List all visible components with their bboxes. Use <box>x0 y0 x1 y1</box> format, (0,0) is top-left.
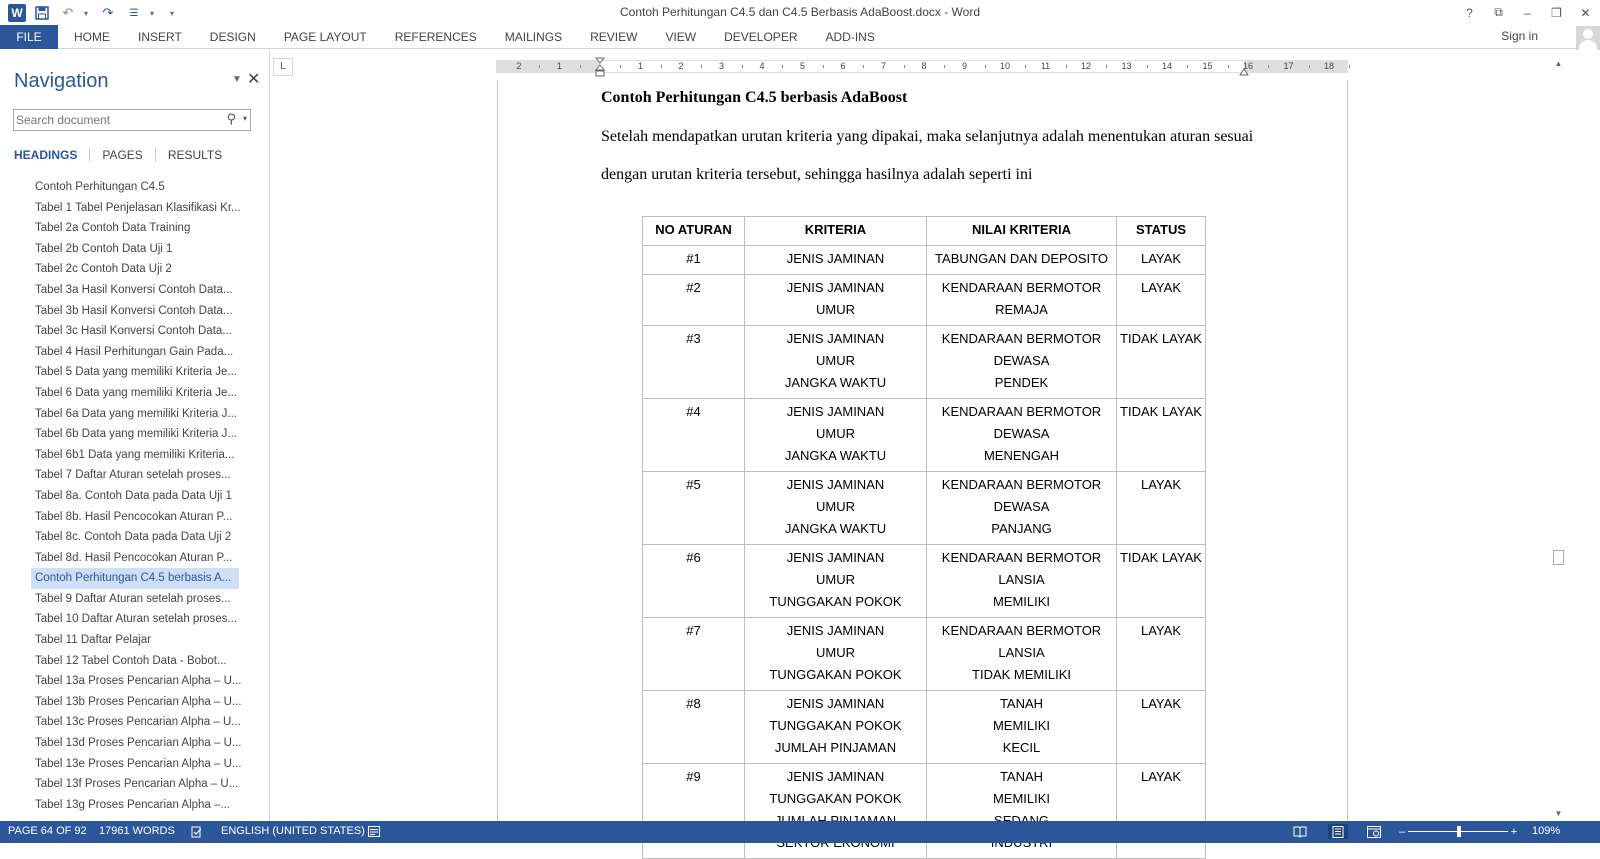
cell-status: TIDAK LAYAK <box>1117 545 1206 618</box>
kriteria-line: JANGKA WAKTU <box>784 375 887 390</box>
tab-insert[interactable]: INSERT <box>138 30 182 44</box>
cell-nilai-kriteria <box>927 691 1117 764</box>
kriteria-line: UMUR <box>816 645 855 660</box>
heading-item[interactable]: Tabel 9 Daftar Aturan setelah proses... <box>35 592 231 605</box>
tab-headings[interactable]: HEADINGS <box>14 148 90 162</box>
sign-in-link[interactable]: Sign in <box>1501 29 1538 43</box>
document-area <box>271 50 1550 821</box>
kriteria-line: UMUR <box>816 499 855 514</box>
tab-mailings[interactable]: MAILINGS <box>504 30 563 44</box>
nilai-line: LANSIA <box>998 645 1045 660</box>
kriteria-line: JANGKA WAKTU <box>784 521 887 536</box>
minimize-icon[interactable]: – <box>1524 5 1531 20</box>
table-row <box>643 545 1206 618</box>
ruler-number: 14 <box>1161 61 1172 71</box>
numbering-dropdown-icon[interactable]: ▾ <box>150 8 155 18</box>
kriteria-line: JENIS JAMINAN <box>786 696 885 711</box>
ruler-number: 6 <box>840 61 846 71</box>
nilai-line: KENDARAAN BERMOTOR <box>941 331 1102 346</box>
kriteria-line: TUNGGAKAN POKOK <box>769 667 902 682</box>
heading-item[interactable]: Tabel 4 Hasil Perhitungan Gain Pada... <box>35 345 234 358</box>
kriteria-line: UMUR <box>816 572 855 587</box>
header-status: STATUS <box>1117 217 1206 246</box>
nilai-line: PANJANG <box>991 521 1052 536</box>
cell-kriteria <box>745 545 927 618</box>
nilai-line: DEWASA <box>993 499 1050 514</box>
cell-nilai-kriteria <box>927 326 1117 399</box>
cell-no-aturan: #9 <box>643 764 745 859</box>
ruler-number: 18 <box>1323 61 1334 71</box>
cell-kriteria <box>745 399 927 472</box>
cell-status: LAYAK <box>1117 246 1206 275</box>
undo-icon[interactable]: ↶ <box>62 5 74 20</box>
tab-add-ins[interactable]: ADD-INS <box>825 30 875 44</box>
indent-marker-icon[interactable] <box>595 57 605 77</box>
header-nilai-kriteria: NILAI KRITERIA <box>927 217 1117 246</box>
cell-nilai-kriteria <box>927 545 1117 618</box>
nilai-line: PENDEK <box>994 375 1049 390</box>
window-title: Contoh Perhitungan C4.5 dan C4.5 Berbasis AdaBoost.docx - Word <box>620 5 980 19</box>
ribbon-tab-bar <box>0 25 1600 49</box>
tab-results[interactable]: RESULTS <box>167 148 223 162</box>
ruler-number: 3 <box>718 61 724 71</box>
cell-no-aturan: #8 <box>643 691 745 764</box>
tab-references[interactable]: REFERENCES <box>394 30 477 44</box>
cell-kriteria <box>745 691 927 764</box>
proofing-icon[interactable] <box>189 824 205 839</box>
nilai-line: KENDARAAN BERMOTOR <box>941 280 1102 295</box>
heading-item[interactable]: Tabel 6b Data yang memiliki Kriteria J... <box>35 428 237 441</box>
nilai-line: TABUNGAN DAN DEPOSITO <box>935 251 1108 266</box>
read-mode-icon[interactable] <box>1292 824 1308 839</box>
help-icon[interactable]: ? <box>1466 5 1473 20</box>
heading-item[interactable]: Tabel 3a Hasil Konversi Contoh Data... <box>35 283 233 296</box>
cell-nilai-kriteria <box>927 399 1117 472</box>
ruler-tick <box>1025 65 1026 68</box>
cell-no-aturan: #4 <box>643 399 745 472</box>
close-pane-icon[interactable]: ✕ <box>247 71 261 88</box>
ruler-number: 13 <box>1121 61 1132 71</box>
numbering-icon[interactable]: ☰ <box>129 7 139 19</box>
heading-item[interactable]: Tabel 13c Proses Pencarian Alpha – U... <box>35 716 241 729</box>
cell-status: LAYAK <box>1117 472 1206 545</box>
heading-item[interactable]: Tabel 6a Data yang memiliki Kriteria J... <box>35 407 237 420</box>
ruler-tick <box>1309 65 1310 68</box>
scroll-up-icon[interactable]: ▲ <box>1554 59 1563 68</box>
ruler-tick <box>539 65 540 68</box>
kriteria-line: JENIS JAMINAN <box>786 331 885 346</box>
web-layout-icon[interactable] <box>1366 824 1382 839</box>
heading-item[interactable]: Tabel 13d Proses Pencarian Alpha – U... <box>35 737 242 750</box>
window-controls <box>1455 0 1600 25</box>
ruler-number: 11 <box>1040 61 1051 71</box>
scroll-thumb[interactable] <box>1553 550 1564 565</box>
tab-selector[interactable]: L <box>273 58 293 76</box>
ruler-number: 16 <box>1242 61 1253 71</box>
cell-no-aturan: #2 <box>643 275 745 326</box>
cell-nilai-kriteria <box>927 472 1117 545</box>
kriteria-line: JENIS JAMINAN <box>786 477 885 492</box>
kriteria-line: JENIS JAMINAN <box>786 251 885 266</box>
ruler-number: 5 <box>799 61 805 71</box>
nilai-line: TANAH <box>999 696 1044 711</box>
heading-item[interactable]: Tabel 8b. Hasil Pencocokan Aturan P... <box>35 510 233 523</box>
ruler-tick <box>863 65 864 68</box>
nilai-line: MEMILIKI <box>992 791 1051 806</box>
navigation-subtabs <box>14 148 246 162</box>
tab-developer[interactable]: DEVELOPER <box>724 30 798 44</box>
cell-nilai-kriteria <box>927 246 1117 275</box>
heading-item[interactable]: Tabel 6 Data yang memiliki Kriteria Je... <box>35 386 237 399</box>
ruler-tick <box>1106 65 1107 68</box>
cell-nilai-kriteria <box>927 618 1117 691</box>
cell-status: LAYAK <box>1117 691 1206 764</box>
vertical-scrollbar[interactable] <box>1550 58 1567 821</box>
language-indicator[interactable]: ENGLISH (UNITED STATES) <box>221 825 365 837</box>
ruler-tick <box>620 65 621 68</box>
zoom-slider-thumb[interactable] <box>1457 826 1461 837</box>
heading-item[interactable]: Tabel 13f Proses Pencarian Alpha – U... <box>35 778 239 791</box>
cell-nilai-kriteria <box>927 764 1117 859</box>
ruler-number: 4 <box>759 61 765 71</box>
tab-home[interactable]: HOME <box>74 30 110 44</box>
heading-item[interactable]: Tabel 13g Proses Pencarian Alpha –... <box>35 798 230 811</box>
nilai-line: TANAH <box>999 769 1044 784</box>
ruler-tick <box>1147 65 1148 68</box>
cell-no-aturan: #3 <box>643 326 745 399</box>
search-icon[interactable]: ⚲ <box>226 111 236 126</box>
ruler-tick <box>944 65 945 68</box>
cell-status: LAYAK <box>1117 764 1206 859</box>
search-input[interactable] <box>16 112 216 128</box>
table-row <box>643 326 1206 399</box>
pane-options-icon[interactable]: ▼ <box>232 74 242 85</box>
cell-no-aturan: #7 <box>643 618 745 691</box>
search-box[interactable] <box>13 109 251 131</box>
ruler-tick <box>1268 65 1269 68</box>
ruler-number: 2 <box>678 61 684 71</box>
ruler-tick <box>1187 65 1188 68</box>
heading-item[interactable]: Tabel 10 Daftar Aturan setelah proses... <box>35 613 238 626</box>
nilai-line: MEMILIKI <box>992 594 1051 609</box>
ruler-tick <box>904 65 905 68</box>
ribbon-display-options-icon[interactable]: ⧉ <box>1494 5 1503 19</box>
ruler-number: 1 <box>637 61 643 71</box>
cell-status: LAYAK <box>1117 618 1206 691</box>
table-row <box>643 472 1206 545</box>
heading-item[interactable]: Tabel 11 Daftar Pelajar <box>35 634 152 647</box>
ruler-tick <box>782 65 783 68</box>
table-row <box>643 246 1206 275</box>
heading-item[interactable]: Tabel 8a. Contoh Data pada Data Uji 1 <box>35 489 232 502</box>
nilai-line: MENENGAH <box>983 448 1060 463</box>
heading-item[interactable]: Tabel 13b Proses Pencarian Alpha – U... <box>35 695 242 708</box>
table-row <box>643 275 1206 326</box>
undo-dropdown-icon[interactable]: ▾ <box>84 8 89 18</box>
cell-kriteria <box>745 275 927 326</box>
heading-item[interactable]: Tabel 13e Proses Pencarian Alpha – U... <box>35 757 242 770</box>
cell-kriteria <box>745 472 927 545</box>
zoom-level[interactable]: 109% <box>1532 825 1561 837</box>
ruler-tick <box>701 65 702 68</box>
heading-item[interactable]: Tabel 3b Hasil Konversi Contoh Data... <box>35 304 233 317</box>
kriteria-line: UMUR <box>816 302 855 317</box>
tab-design[interactable]: DESIGN <box>209 30 256 44</box>
word-app-icon[interactable]: W <box>8 4 26 22</box>
ruler-tick <box>742 65 743 68</box>
heading-item[interactable]: Tabel 5 Data yang memiliki Kriteria Je... <box>35 366 237 379</box>
document-paragraph: Setelah mendapatkan urutan kriteria yang dipakai, maka selanjutnya adalah menentukan aturan sesuai dengan urutan kriteria tersebut, sehingga hasilnya adalah seperti ini <box>601 128 1254 183</box>
restore-icon[interactable]: ❐ <box>1551 5 1562 20</box>
nilai-line: DEWASA <box>993 426 1050 441</box>
navigation-pane <box>0 50 270 839</box>
tab-page-layout[interactable]: PAGE LAYOUT <box>283 30 367 44</box>
kriteria-line: JENIS JAMINAN <box>786 550 885 565</box>
horizontal-ruler[interactable] <box>496 60 1348 73</box>
cell-no-aturan: #5 <box>643 472 745 545</box>
zoom-in-icon[interactable]: + <box>1510 825 1518 838</box>
kriteria-line: JENIS JAMINAN <box>786 280 885 295</box>
customize-qat-icon[interactable]: ▾ <box>170 8 175 18</box>
word-count[interactable]: 17961 WORDS <box>99 825 175 837</box>
macro-record-icon[interactable] <box>366 824 382 839</box>
cell-status: TIDAK LAYAK <box>1117 326 1206 399</box>
ribbon-tabs <box>60 25 889 49</box>
zoom-out-icon[interactable]: – <box>1398 825 1406 838</box>
nilai-line: KENDARAAN BERMOTOR <box>941 550 1102 565</box>
cell-kriteria <box>745 326 927 399</box>
document-heading: Contoh Perhitungan C4.5 berbasis AdaBoost <box>601 89 908 106</box>
cell-status: LAYAK <box>1117 275 1206 326</box>
header-kriteria: KRITERIA <box>745 217 927 246</box>
navigation-title: Navigation <box>14 70 109 92</box>
ruler-number: 7 <box>880 61 886 71</box>
table-row <box>643 618 1206 691</box>
heading-item[interactable]: Tabel 13a Proses Pencarian Alpha – U... <box>35 675 242 688</box>
table-row <box>643 764 1206 859</box>
ruler-number: 9 <box>961 61 967 71</box>
heading-item[interactable]: Tabel 6b1 Data yang memiliki Kriteria... <box>35 448 235 461</box>
ruler-number: 10 <box>999 61 1010 71</box>
ruler-tick <box>823 65 824 68</box>
kriteria-line: JANGKA WAKTU <box>784 448 887 463</box>
nilai-line: LANSIA <box>998 572 1045 587</box>
redo-icon[interactable]: ↷ <box>102 5 114 20</box>
tab-file[interactable]: FILE <box>0 25 58 49</box>
cell-no-aturan: #6 <box>643 545 745 618</box>
ruler-tick <box>580 65 581 68</box>
nilai-line: KENDARAAN BERMOTOR <box>941 477 1102 492</box>
cell-kriteria <box>745 618 927 691</box>
ruler-number: 2 <box>516 61 522 71</box>
ruler-tick <box>1228 65 1229 68</box>
kriteria-line: TUNGGAKAN POKOK <box>769 791 902 806</box>
heading-item[interactable]: Tabel 8d. Hasil Pencocokan Aturan P... <box>35 551 233 564</box>
cell-kriteria <box>745 764 927 859</box>
nilai-line: MEMILIKI <box>992 718 1051 733</box>
kriteria-line: JENIS JAMINAN <box>786 623 885 638</box>
heading-item[interactable]: Tabel 1 Tabel Penjelasan Klasifikasi Kr... <box>35 201 241 214</box>
header-no-aturan: NO ATURAN <box>643 217 745 246</box>
user-avatar-icon[interactable] <box>1576 26 1600 50</box>
heading-item[interactable]: Tabel 12 Tabel Contoh Data - Bobot... <box>35 654 227 667</box>
headings-list <box>31 177 242 815</box>
ruler-tick <box>661 65 662 68</box>
nilai-line: KECIL <box>1002 740 1041 755</box>
kriteria-line: JUMLAH PINJAMAN <box>774 740 897 755</box>
nilai-line: DEWASA <box>993 353 1050 368</box>
cell-kriteria <box>745 246 927 275</box>
title-bar <box>0 0 1600 25</box>
heading-item[interactable]: Tabel 3c Hasil Konversi Contoh Data... <box>35 325 232 338</box>
cell-no-aturan: #1 <box>643 246 745 275</box>
heading-item[interactable]: Contoh Perhitungan C4.5 berbasis A... <box>31 568 239 589</box>
heading-item[interactable]: Tabel 2c Contoh Data Uji 2 <box>35 263 172 276</box>
heading-item[interactable]: Tabel 7 Daftar Aturan setelah proses... <box>35 469 231 482</box>
ruler-number: 15 <box>1202 61 1213 71</box>
table-body <box>643 246 1206 859</box>
ruler-number: 12 <box>1080 61 1091 71</box>
ruler-number: 8 <box>921 61 927 71</box>
ruler-tick <box>985 65 986 68</box>
nilai-line: KENDARAAN BERMOTOR <box>941 623 1102 638</box>
heading-item[interactable]: Tabel 2b Contoh Data Uji 1 <box>35 242 173 255</box>
table-row <box>643 691 1206 764</box>
document-page[interactable] <box>497 80 1348 840</box>
kriteria-line: JENIS JAMINAN <box>786 769 885 784</box>
right-indent-marker-icon[interactable] <box>1239 65 1249 74</box>
table-header-row <box>643 217 1206 246</box>
kriteria-line: UMUR <box>816 426 855 441</box>
search-options-icon[interactable]: ▾ <box>242 114 247 123</box>
rules-table <box>642 216 1206 859</box>
tab-review[interactable]: REVIEW <box>590 30 638 44</box>
scroll-down-icon[interactable]: ▼ <box>1554 809 1563 818</box>
heading-item[interactable]: Tabel 2a Contoh Data Training <box>35 222 191 235</box>
tab-view[interactable]: VIEW <box>665 30 697 44</box>
ruler-number: 1 <box>556 61 562 71</box>
ruler-tick <box>1349 65 1350 68</box>
ruler-tick <box>1066 65 1067 68</box>
heading-item[interactable]: Contoh Perhitungan C4.5 <box>35 181 165 193</box>
status-bar <box>0 821 1600 843</box>
print-layout-icon[interactable] <box>1328 824 1348 839</box>
cell-status: TIDAK LAYAK <box>1117 399 1206 472</box>
cell-nilai-kriteria <box>927 275 1117 326</box>
ruler-number: 17 <box>1283 61 1294 71</box>
nilai-line: TIDAK MEMILIKI <box>972 667 1071 682</box>
nilai-line: KENDARAAN BERMOTOR <box>941 404 1102 419</box>
page-count[interactable]: PAGE 64 OF 92 <box>8 825 87 837</box>
tab-pages[interactable]: PAGES <box>102 148 155 162</box>
close-icon[interactable]: ✕ <box>1580 5 1591 20</box>
heading-item[interactable]: Tabel 8c. Contoh Data pada Data Uji 2 <box>35 531 232 544</box>
kriteria-line: UMUR <box>816 353 855 368</box>
kriteria-line: JENIS JAMINAN <box>786 404 885 419</box>
table-row <box>643 399 1206 472</box>
kriteria-line: TUNGGAKAN POKOK <box>769 718 902 733</box>
nilai-line: REMAJA <box>995 302 1048 317</box>
kriteria-line: TUNGGAKAN POKOK <box>769 594 902 609</box>
